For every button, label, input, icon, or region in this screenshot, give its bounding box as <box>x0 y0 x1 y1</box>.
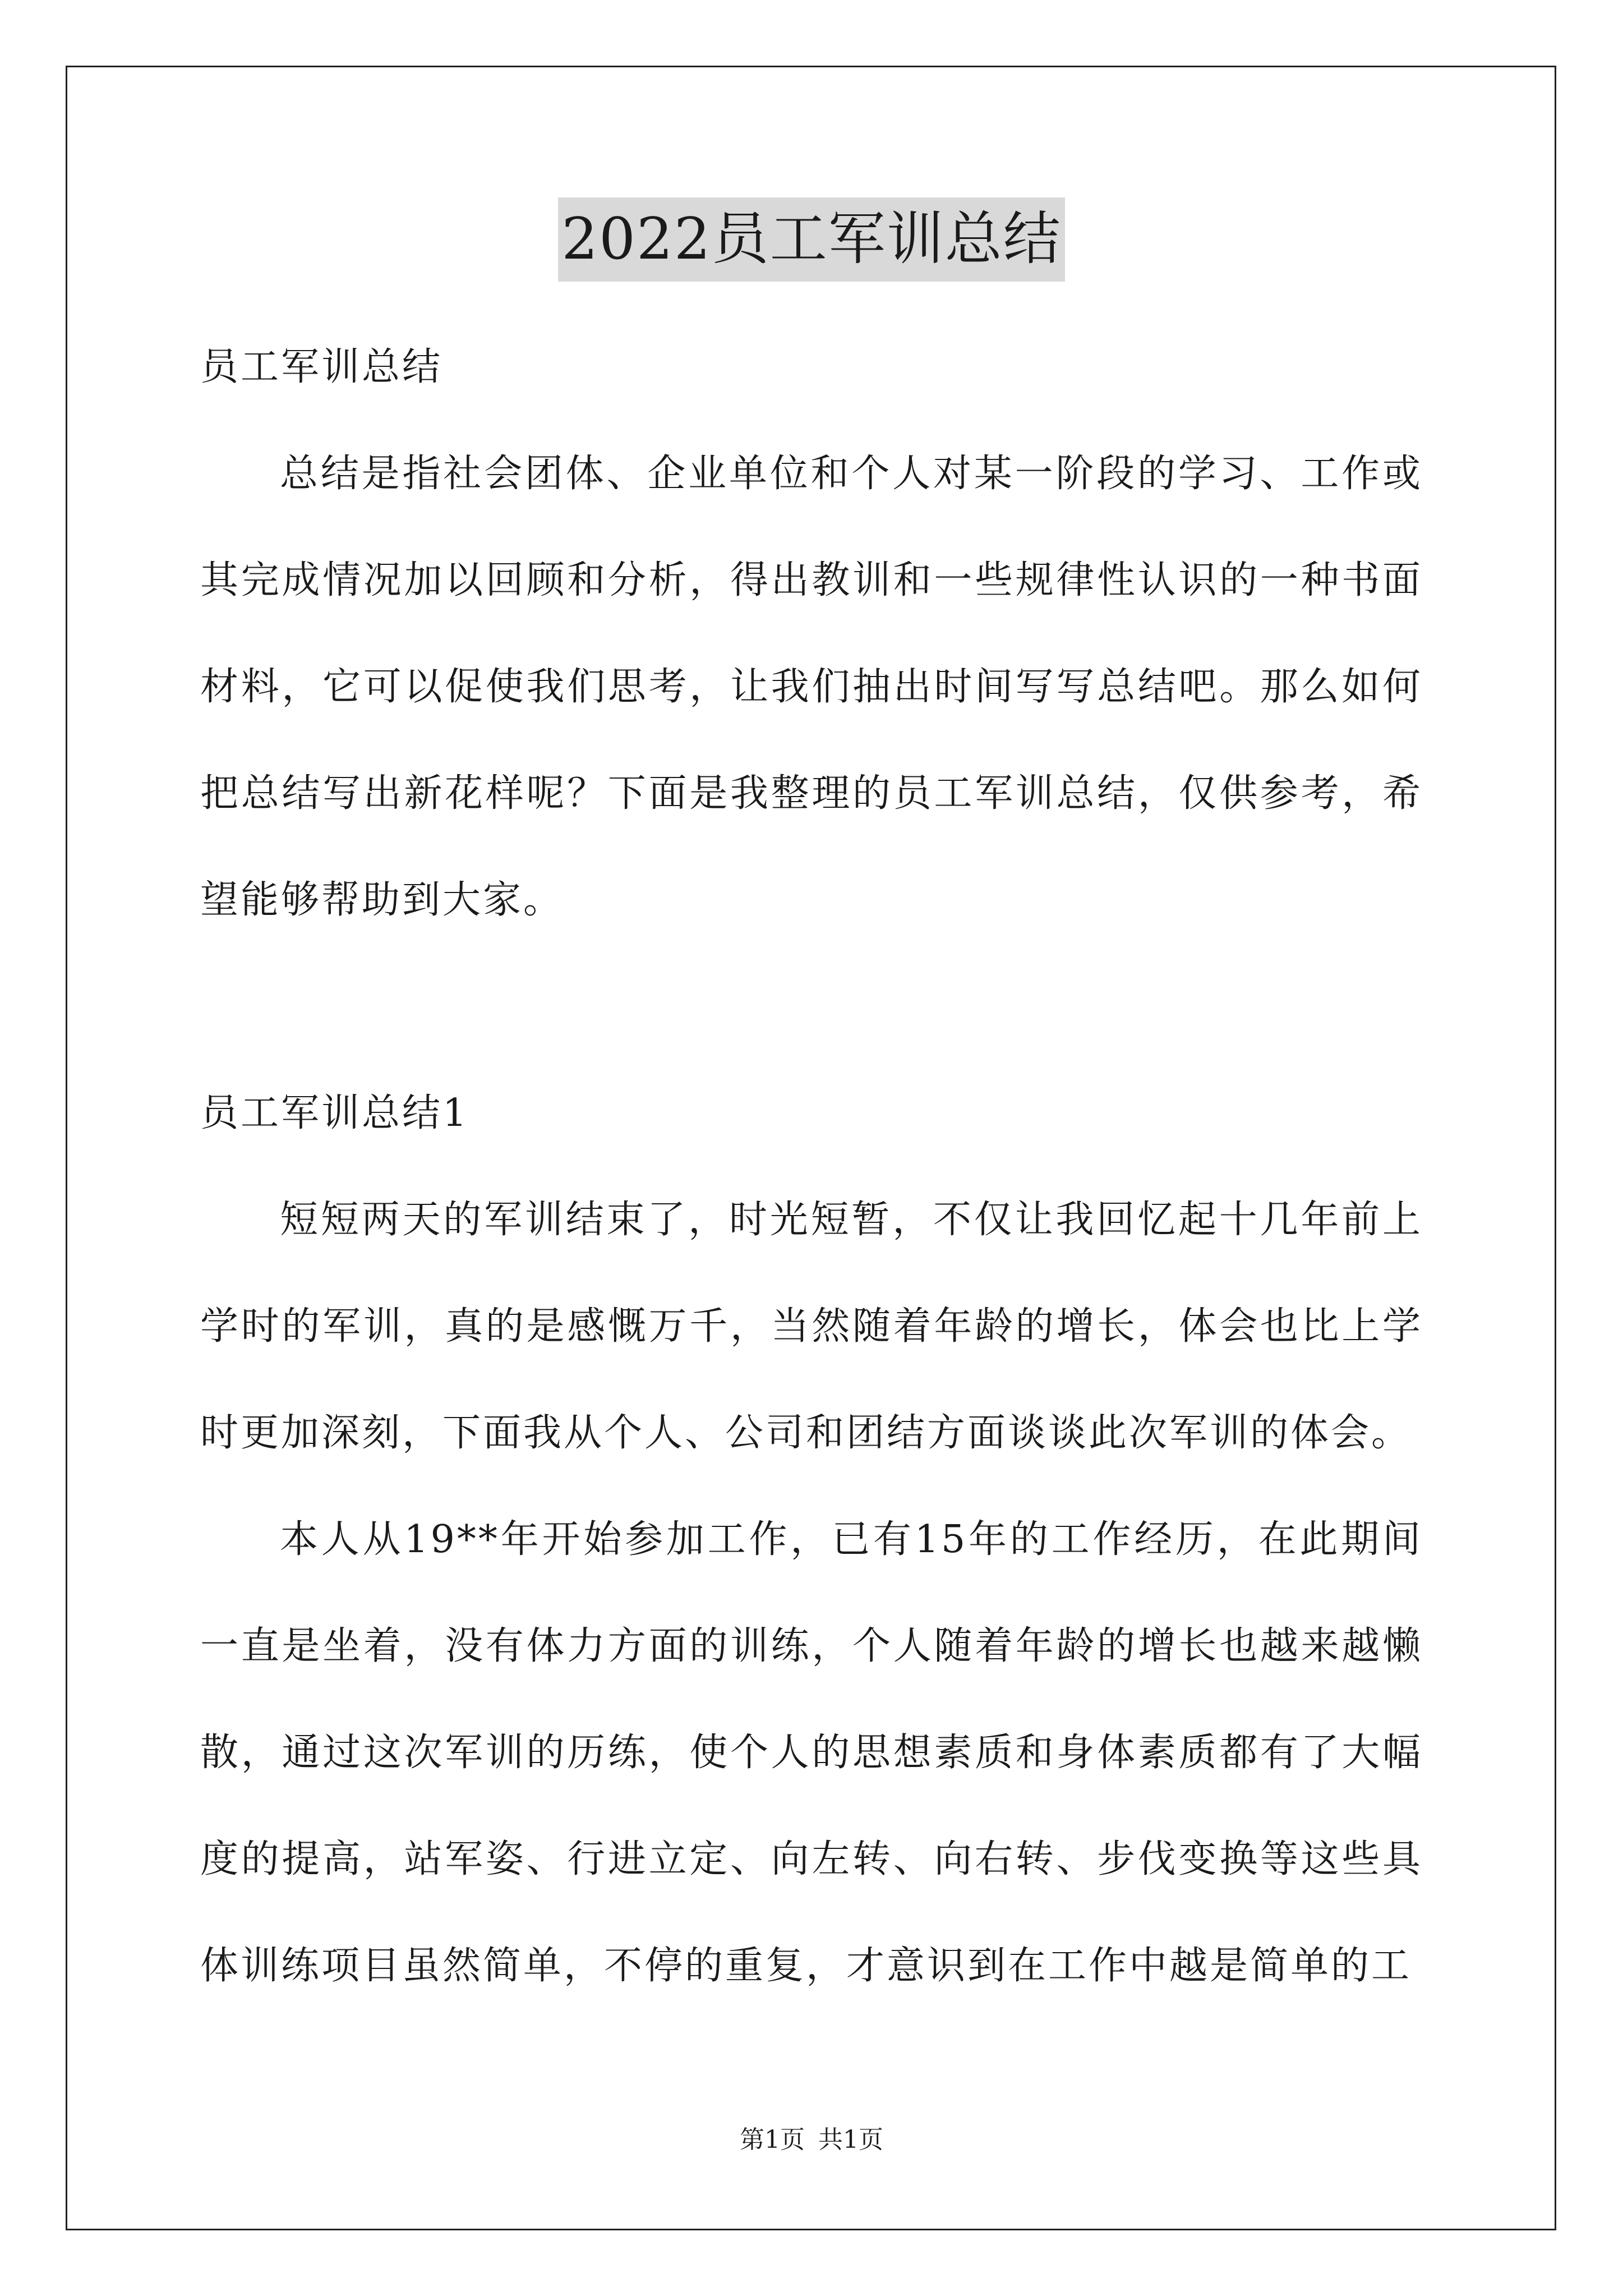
title-container <box>0 197 1623 282</box>
section-heading-1: 员工军训总结1 <box>200 1091 469 1135</box>
intro-paragraph: 总结是指社会团体、企业单位和个人对某一阶段的学习、工作或其完成情况加以回顾和分析，得出教训和一些规律性认识的一种书面材料，它可以促使我们思考，让我们抽出时间写写总结吧。那么如何把总结写出新花样呢？下面是我整理的员工军训总结，仅供参考，希望能够帮助到大家。 <box>200 452 1423 922</box>
body-paragraph-1: 短短两天的军训结束了，时光短暂，不仅让我回忆起十几年前上学时的军训，真的是感慨万千，当然随着年龄的增长，体会也比上学时更加深刻，下面我从个人、公司和团结方面谈谈此次军训的体会。 <box>200 1198 1423 1455</box>
body-paragraph-2: 本人从19**年开始参加工作，已有15年的工作经历，在此期间一直是坐着，没有体力方面的训练，个人随着年龄的增长也越来越懒散，通过这次军训的历练，使个人的思想素质和身体素质都有了大幅度的提高，站军姿、行进立定、向左转、向右转、步伐变换等这些具体训练项目虽然简单，不停的重复，才意识到在工作中越是简单的工 <box>200 1517 1423 1988</box>
document-title: 2022员工军训总结 <box>558 197 1065 282</box>
page-total: 共1页 <box>818 2125 883 2154</box>
section-heading: 员工军训总结 <box>200 345 443 389</box>
section-spacer <box>200 954 1423 1060</box>
page-number: 第1页 <box>740 2125 805 2154</box>
document-body <box>200 314 1423 2019</box>
page-footer <box>0 2123 1623 2157</box>
